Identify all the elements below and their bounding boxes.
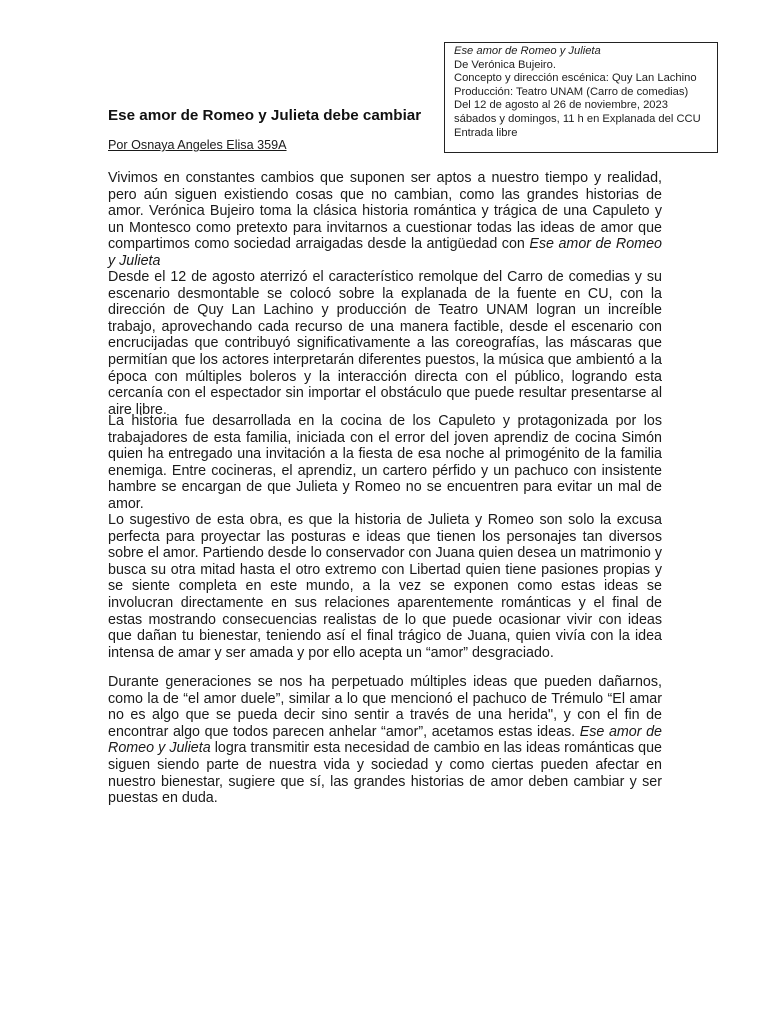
play-title-reference: Ese amor de Romeo y Julieta — [108, 236, 662, 269]
paragraph-conclusion-end: logra transmitir esta necesidad de cambio en las ideas románticas que siguen siendo parte de nuestra vida y sociedad y como ciertas pueden afectar en nuestro bienestar, sugiere que sí, las grandes historias de amor deben cambiar y ser puestas en duda. — [108, 740, 662, 807]
paragraph-staging: Desde el 12 de agosto aterrizó el característico remolque del Carro de comedias y su escenario desmontable se colocó sobre la explanada de la fuente en CU, con la dirección de Quy Lan Lachino y producción de Teatro UNAM logran un increíble trabajo, aprovechando cada recurso de una manera factible, desde el escenario con encrucijadas que contribuyó significativamente a las coreografías, las máscaras que permitían que los actores interpretarán diferentes puestos, la música que ambientó a la época con múltiples boleros y la interacción directa con el público, logrando esta cercanía con el espectador sin importar el obstáculo que puede resultar presentarse al aire libre. — [108, 269, 662, 418]
info-production: Producción: Teatro UNAM (Carro de comedias) — [454, 85, 689, 98]
paragraph-conclusion-start: Durante generaciones se nos ha perpetuado múltiples ideas que pueden dañarnos, como la de “el amor duele”, similar a lo que mencionó el pachuco de Trémulo “El amar no es algo que se pueda decir sino sentir a través de una herida", y con el fin de encontrar algo que todos parecen anhelar “amor”, acetamos estas ideas. — [108, 674, 662, 740]
info-schedule-venue: sábados y domingos, 11 h en Explanada del CCU — [454, 112, 701, 125]
article-title: Ese amor de Romeo y Julieta debe cambiar — [108, 107, 422, 124]
paragraph-intro — [108, 170, 662, 270]
info-play-title: Ese amor de Romeo y Julieta — [454, 45, 601, 57]
paragraph-conclusion — [108, 674, 662, 807]
info-direction: Concepto y dirección escénica: Quy Lan Lachino — [454, 72, 697, 85]
paragraph-characters: Lo sugestivo de esta obra, es que la historia de Julieta y Romeo son solo la excusa perfecta para proyectar las posturas e ideas que tienen los personajes tan diversos sobre el amor. Partiendo desde lo conservador con Juana quien desea un matrimonio y busca su otra mitad hasta el otro extremo con Libertad quien tiene pasiones propias y se siente completa en este mundo, a la vez se exponen como estas ideas se involucran directamente en sus relaciones aparentemente románticas y el final de estas mostrando consecuencias realistas de lo que puede ocasionar vivir con ideas que dañan tu bienestar, teniendo así el final trágico de Juana, quien vivía con la idea intensa de amar y ser amada y por ello acepta un “amor” desgraciado. — [108, 512, 662, 661]
paragraph-intro-text: Vivimos en constantes cambios que suponen ser aptos a nuestro tiempo y realidad, pero aún siguen existiendo cosas que no cambian, como las grandes historias de amor. Verónica Bujeiro toma la clásica historia romántica y trágica de una Capuleto y un Montesco como pretexto para invitarnos a cuestionar todas las ideas de amor que compartimos como sociedad arraigadas desde la antigüedad con — [108, 170, 662, 253]
info-author: De Verónica Bujeiro. — [454, 58, 556, 71]
play-info-box — [444, 42, 718, 153]
play-title-reference: Ese amor de Romeo y Julieta — [108, 723, 662, 757]
info-admission: Entrada libre — [454, 126, 518, 139]
article-byline: Por Osnaya Angeles Elisa 359A — [108, 138, 287, 152]
info-dates: Del 12 de agosto al 26 de noviembre, 2023 — [454, 99, 668, 112]
paragraph-plot: La historia fue desarrollada en la cocina de los Capuleto y protagonizada por los trabajadores de esta familia, iniciada con el error del joven aprendiz de cocina Simón quien ha entregado una invitación a la fiesta de esa noche al primogénito de la familia enemiga. Entre cocineras, el aprendiz, un cartero pérfido y un pachuco con insistente hambre se encargan de que Julieta y Romeo no se encuentren para evitar un mal de amor. — [108, 413, 662, 512]
